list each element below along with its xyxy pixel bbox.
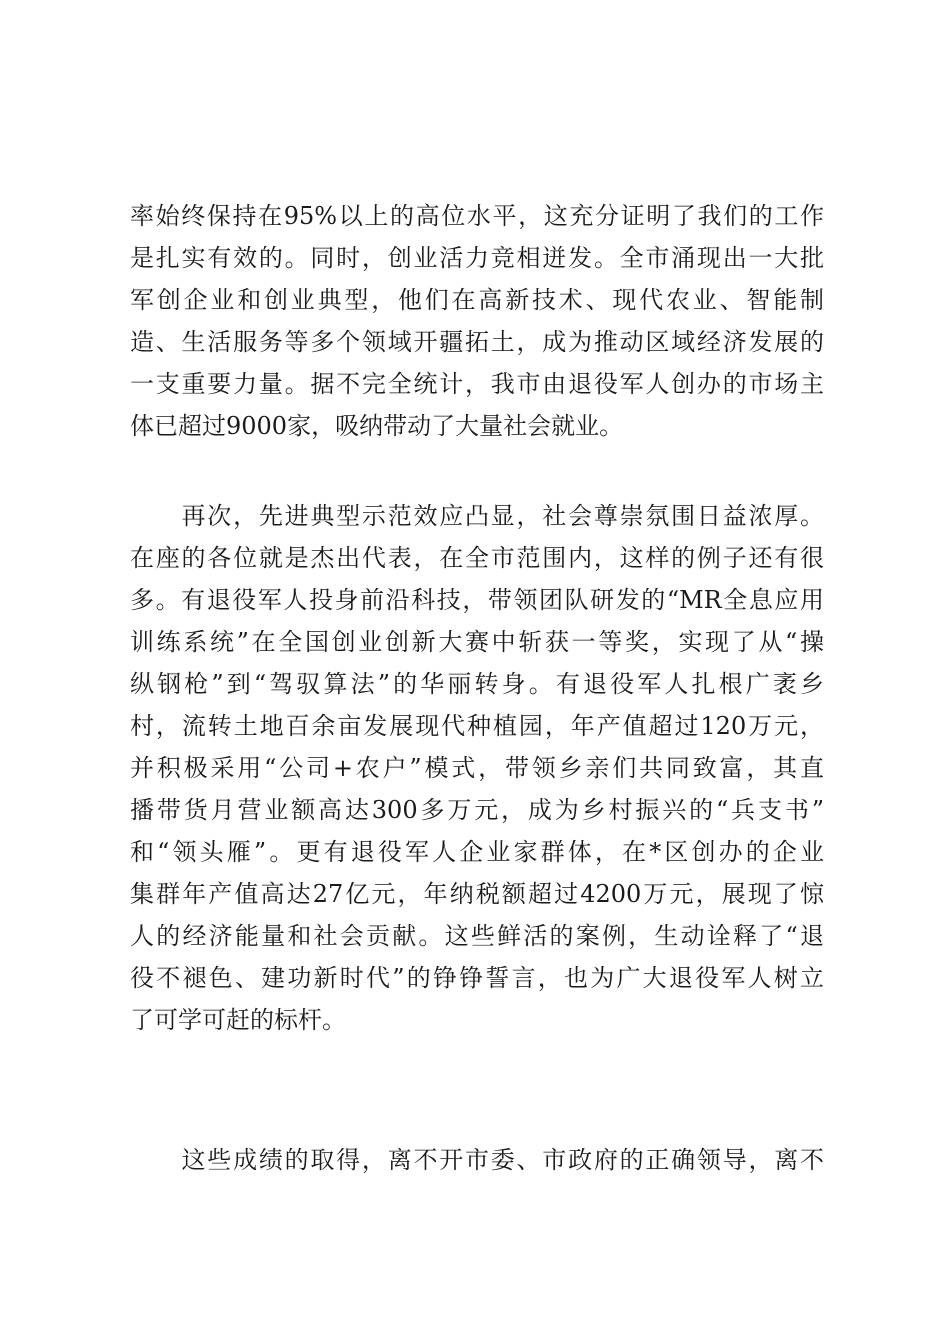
text-line: 播带货月营业额高达300多万元，成为乡村振兴的“兵支书” <box>130 796 824 824</box>
text-line: 再次，先进典型示范效应凸显，社会尊崇氛围日益浓厚。 <box>130 502 824 530</box>
text-line: 人的经济能量和社会贡献。这些鲜活的案例，生动诠释了“退 <box>130 922 824 950</box>
text-line: 这些成绩的取得，离不开市委、市政府的正确领导，离不 <box>130 1146 824 1174</box>
text-line: 村，流转土地百余亩发展现代种植园，年产值超过120万元， <box>130 712 824 740</box>
text-line: 多。有退役军人投身前沿科技，带领团队研发的“MR全息应用 <box>130 586 824 614</box>
text-line: 纵钢枪”到“驾驭算法”的华丽转身。有退役军人扎根广袤乡 <box>130 670 824 698</box>
text-line: 体已超过9000家，吸纳带动了大量社会就业。 <box>130 412 624 440</box>
text-line: 集群年产值高达27亿元，年纳税额超过4200万元，展现了惊 <box>130 880 824 908</box>
text-line: 和“领头雁”。更有退役军人企业家群体，在*区创办的企业 <box>130 838 824 866</box>
text-line: 军创企业和创业典型，他们在高新技术、现代农业、智能制 <box>130 286 824 314</box>
text-line: 是扎实有效的。同时，创业活力竞相迸发。全市涌现出一大批 <box>130 244 824 272</box>
paragraph-exemplars <box>130 495 824 1041</box>
text-line: 造、生活服务等多个领域开疆拓土，成为推动区域经济发展的 <box>130 328 824 356</box>
text-line: 了可学可赶的标杆。 <box>130 1006 346 1034</box>
text-line: 训练系统”在全国创业创新大赛中斩获一等奖，实现了从“操 <box>130 628 824 656</box>
text-line: 役不褪色、建功新时代”的铮铮誓言，也为广大退役军人树立 <box>130 964 824 992</box>
text-line: 率始终保持在95%以上的高位水平，这充分证明了我们的工作 <box>130 202 824 230</box>
text-line: 并积极采用“公司+农户”模式，带领乡亲们共同致富，其直 <box>130 754 824 782</box>
text-line: 一支重要力量。据不完全统计，我市由退役军人创办的市场主 <box>130 370 824 398</box>
paragraph-achievements <box>130 1139 824 1181</box>
paragraph-employment <box>130 195 824 447</box>
text-line: 在座的各位就是杰出代表，在全市范围内，这样的例子还有很 <box>130 544 824 572</box>
